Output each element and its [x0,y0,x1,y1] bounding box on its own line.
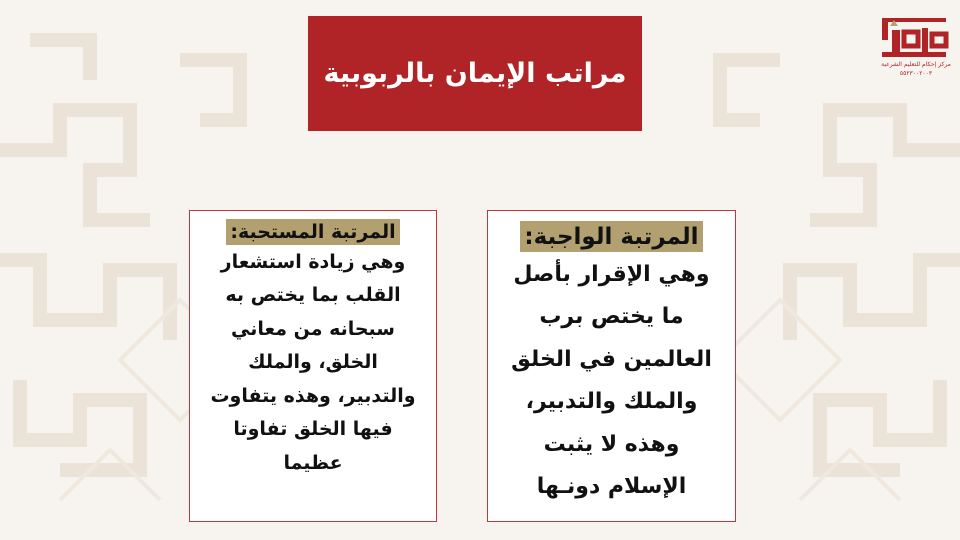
brand-logo-number: ٥٥٢٣٠٠٢٠٠٣ [899,70,933,77]
slide-title: مراتب الإيمان بالربوبية [323,58,627,89]
brand-logo-subtitle: مركز إحكام للتعليم الشرعية [881,61,951,68]
obligatory-level-card [487,210,736,522]
brand-logo-mark [878,16,954,62]
brand-logo [878,16,954,80]
recommended-level-heading: المرتبة المستحبة: [226,219,399,245]
recommended-level-card [189,210,437,522]
recommended-level-text: وهي زيادة استشعار القلب بما يختص به سبحانه من معاني الخلق، والملك والتدبير، وهذه يتفاوت فيها الخلق تفاوتا عظيما [210,250,416,474]
obligatory-level-text: وهي الإقرار بأصل ما يختص برب العالمين في الخلق والملك والتدبير، وهذه لا يثبت الإسلام دونـها [511,261,712,500]
title-banner [308,16,642,131]
obligatory-level-heading: المرتبة الواجبة: [520,221,702,252]
